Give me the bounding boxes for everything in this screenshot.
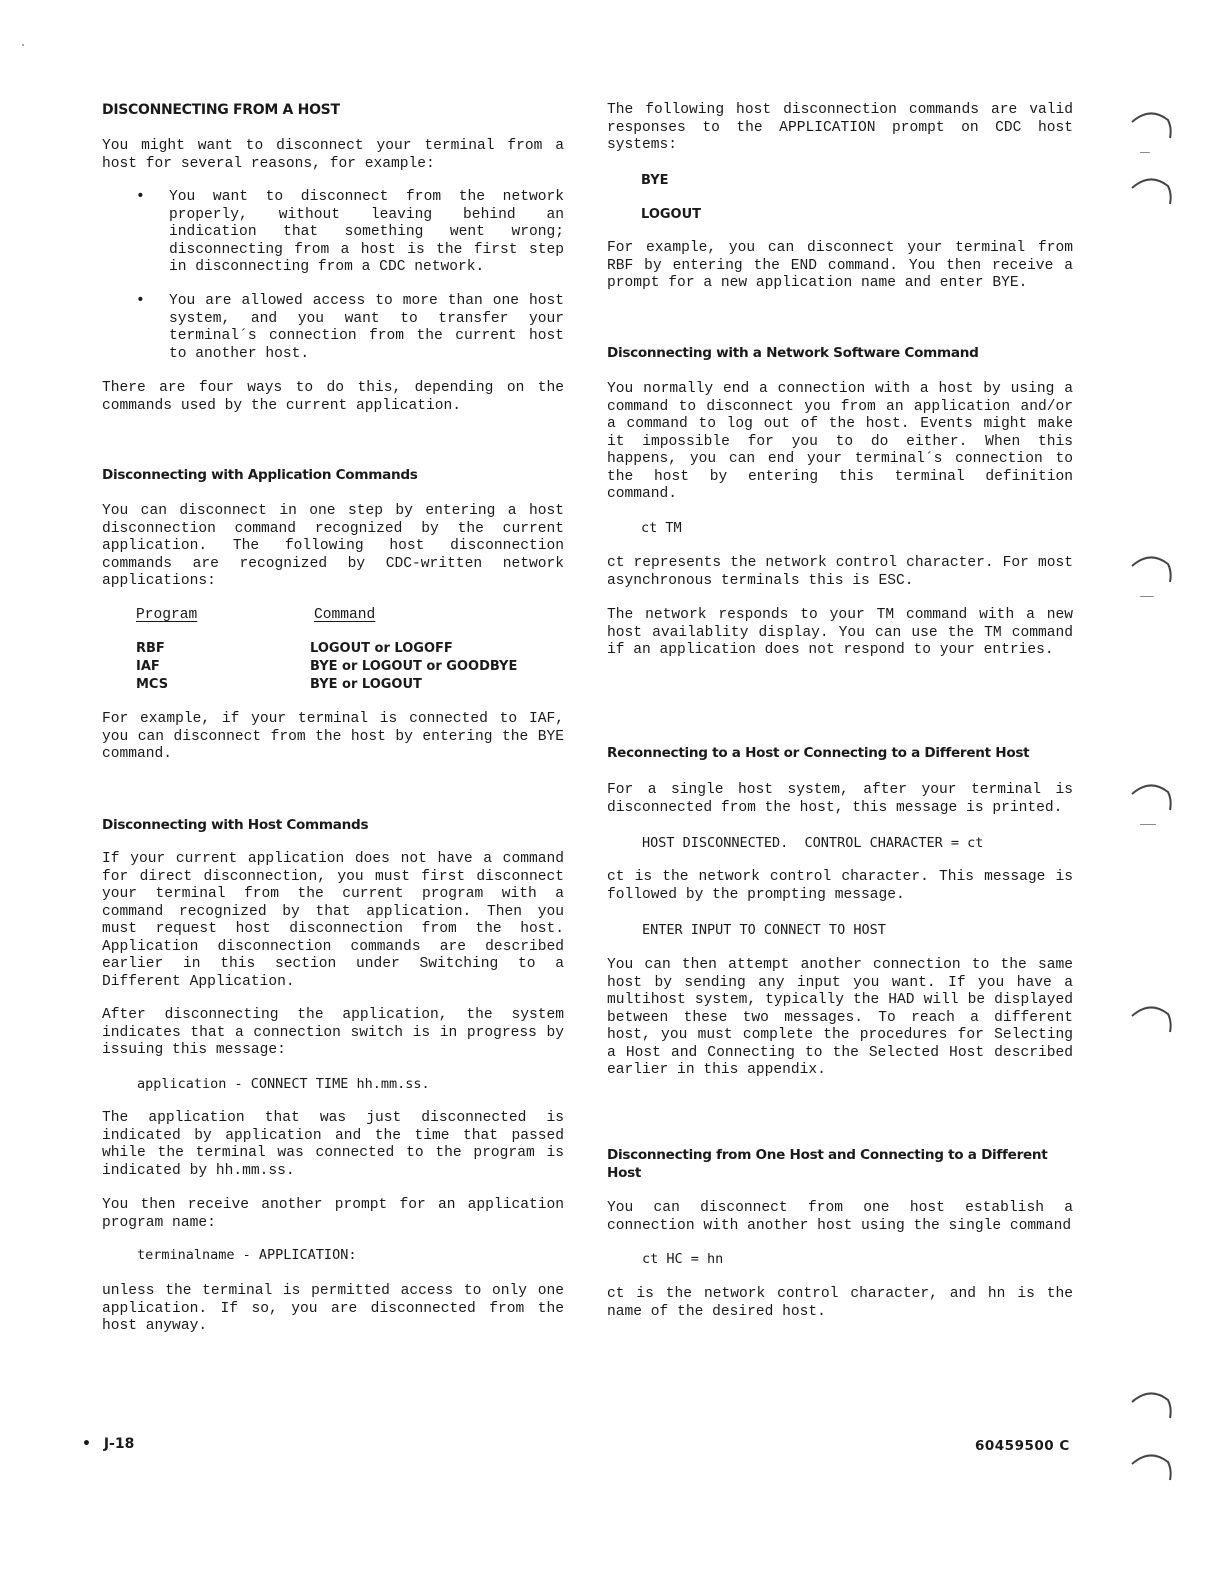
table-header-command: Command [314, 607, 376, 623]
footer-bullet-icon: • [82, 1436, 91, 1452]
section-heading-network-software: Disconnecting with a Network Software Command [607, 345, 979, 361]
one-host-paragraph: You can disconnect from one host establish a connection with another host using the single command [607, 1200, 1073, 1234]
program-command-table [136, 607, 517, 694]
network-software-paragraph: You normally end a connection with a host by using a command to disconnect you from an application and/or a command to log out of the host. Events might make it impossible for you to do either. When this happens, you can end your terminal´s connection to the host by entering this terminal definition command. [607, 381, 1073, 502]
ct-tm-command: ct TM [641, 520, 682, 536]
page-title: DISCONNECTING FROM A HOST [102, 102, 340, 118]
table-cell-command: BYE or LOGOUT or GOODBYE [310, 658, 518, 674]
ct-hn-paragraph: ct is the network control character, and hn is the name of the desired host. [607, 1286, 1073, 1320]
bullet-icon: • [136, 189, 145, 205]
table-cell-program: RBF [136, 640, 165, 656]
binder-hole-mark-icon [1128, 104, 1174, 144]
application-prompt-message: terminalname - APPLICATION: [137, 1247, 357, 1263]
scan-speck [1140, 824, 1156, 825]
network-responds-paragraph: The network responds to your TM command with a new host availablity display. You can use the TM command if an application does not respond to your entries. [607, 607, 1073, 658]
bullet-icon: • [136, 293, 145, 309]
four-ways-paragraph: There are four ways to do this, depending on the commands used by the current application. [102, 380, 564, 414]
page-number-text: J-18 [103, 1436, 135, 1452]
host-commands-paragraph-1: If your current application does not have a command for direct disconnection, you must first disconnect your terminal from the current program with a command recognized by that application. Then you must request host disconnection from the host. Application disconnection commands are described earlier in this section under Switching to a Different Application. [102, 851, 564, 990]
reconnect-paragraph-3: You can then attempt another connection to the same host by sending any input you want. If you have a multihost system, typically the HAD will be displayed between these two messages. To reach a different host, you must complete the procedures for Selecting a Host and Connecting to the Selected Host described earlier in this appendix. [607, 957, 1073, 1078]
ct-hc-command: ct HC = hn [642, 1251, 724, 1267]
enter-input-message: ENTER INPUT TO CONNECT TO HOST [642, 922, 886, 938]
reconnect-paragraph-2: ct is the network control character. This message is followed by the prompting message. [607, 869, 1073, 903]
binder-hole-mark-icon [1128, 170, 1174, 210]
list-item [102, 189, 564, 277]
table-row [136, 676, 517, 694]
section-heading-reconnecting: Reconnecting to a Host or Connecting to a Different Host [607, 745, 1030, 761]
command-bye: BYE [641, 173, 669, 188]
intro-paragraph: You might want to disconnect your terminal from a host for several reasons, for example: [102, 138, 564, 172]
table-cell-program: IAF [136, 658, 160, 674]
scan-speck [1140, 152, 1150, 153]
host-commands-paragraph-2: After disconnecting the application, the system indicates that a connection switch is in progress by issuing this message: [102, 1007, 564, 1058]
section-heading-one-host: Disconnecting from One Host and Connecting to a Different Host [607, 1147, 1048, 1181]
scan-speck [22, 44, 24, 46]
list-item-text: You are allowed access to more than one host system, and you want to transfer your terminal´s connection from the current host to another host. [169, 293, 564, 362]
valid-commands-paragraph: The following host disconnection commands are valid responses to the APPLICATION prompt on CDC host systems: [607, 102, 1073, 153]
scan-speck [1140, 596, 1154, 597]
section-heading-app-commands: Disconnecting with Application Commands [102, 467, 418, 483]
host-commands-paragraph-4: You then receive another prompt for an application program name: [102, 1197, 564, 1231]
section-heading-host-commands: Disconnecting with Host Commands [102, 817, 369, 833]
table-header-program: Program [136, 607, 198, 623]
table-row [136, 640, 517, 658]
reasons-list-2 [102, 293, 564, 363]
binder-hole-mark-icon [1128, 776, 1174, 816]
app-commands-paragraph: You can disconnect in one step by entering a host disconnection command recognized by the current application. The following host disconnection commands are recognized by CDC-written network applications: [102, 503, 564, 589]
reasons-list [102, 189, 564, 277]
rbf-example-paragraph: For example, you can disconnect your terminal from RBF by entering the END command. You then receive a prompt for a new application name and enter BYE. [607, 240, 1073, 291]
connect-time-message: application - CONNECT TIME hh.mm.ss. [137, 1076, 430, 1092]
iaf-example-paragraph: For example, if your terminal is connected to IAF, you can disconnect from the host by entering the BYE command. [102, 711, 564, 762]
table-cell-command: BYE or LOGOUT [310, 676, 422, 692]
command-logout: LOGOUT [641, 207, 702, 222]
binder-hole-mark-icon [1128, 548, 1174, 588]
host-disconnected-message: HOST DISCONNECTED. CONTROL CHARACTER = ct [642, 835, 984, 851]
list-item-text: You want to disconnect from the network properly, without leaving behind an indication that something went wrong; disconnecting from a host is the first step in disconnecting from a CDC network. [169, 189, 564, 275]
page-number [82, 1436, 134, 1452]
reconnect-paragraph-1: For a single host system, after your terminal is disconnected from the host, this message is printed. [607, 782, 1073, 816]
table-cell-program: MCS [136, 676, 169, 692]
list-item [102, 293, 564, 363]
ct-represents-paragraph: ct represents the network control character. For most asynchronous terminals this is ESC. [607, 555, 1073, 589]
table-cell-command: LOGOUT or LOGOFF [310, 640, 453, 656]
host-commands-paragraph-3: The application that was just disconnected is indicated by application and the time that passed while the terminal was connected to the program is indicated by hh.mm.ss. [102, 1110, 564, 1179]
document-number: 60459500 C [975, 1438, 1070, 1454]
host-commands-paragraph-5: unless the terminal is permitted access to only one application. If so, you are disconnected from the host anyway. [102, 1283, 564, 1334]
table-header-row [136, 607, 517, 625]
binder-hole-mark-icon [1128, 1384, 1174, 1424]
binder-hole-mark-icon [1128, 998, 1174, 1038]
table-row [136, 658, 517, 676]
binder-hole-mark-icon [1128, 1446, 1174, 1486]
